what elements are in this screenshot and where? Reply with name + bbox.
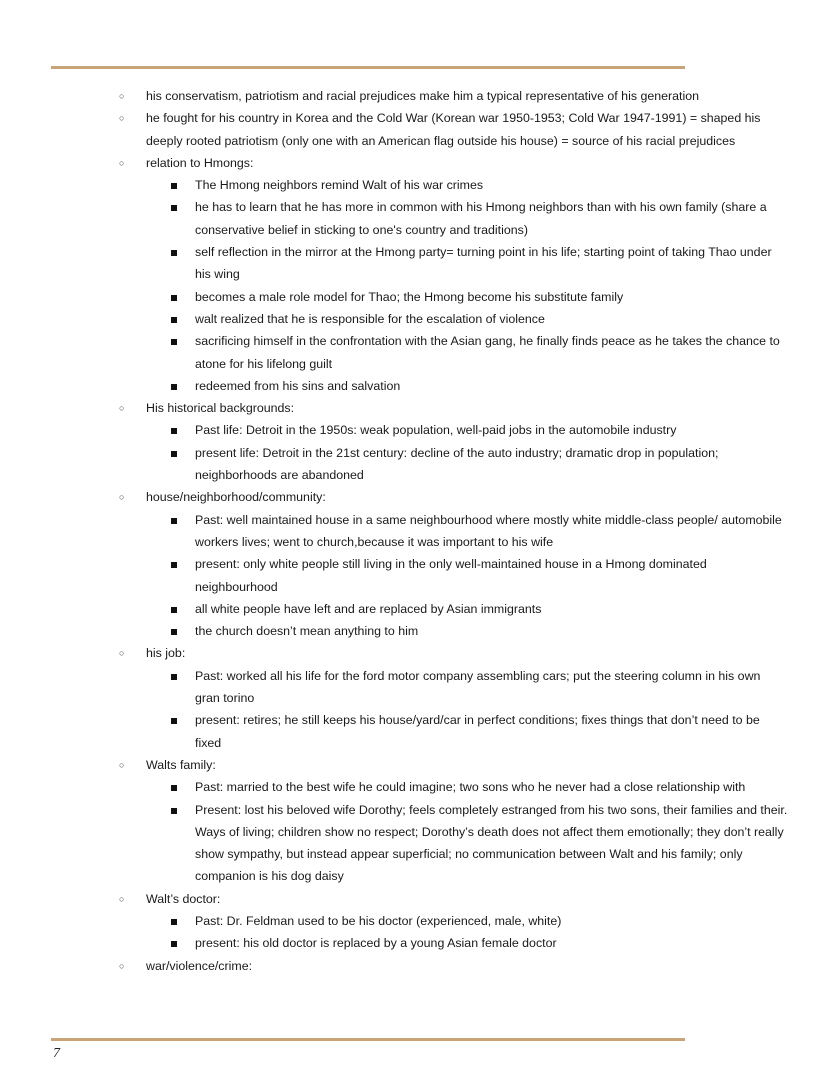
sub-list-item: The Hmong neighbors remind Walt of his war crimes: [0, 174, 828, 196]
list-item: ○ Walts family:: [0, 754, 828, 776]
list-item: ○ His historical backgrounds:: [0, 397, 828, 419]
sub-list-item: walt realized that he is responsible for the escalation of violence: [0, 308, 828, 330]
sub-list-item: Past: Dr. Feldman used to be his doctor (experienced, male, white): [0, 910, 828, 932]
sub-list-item: present: only white people still living in the only well-maintained house in a Hmong dominated neighbourhood: [0, 553, 828, 598]
sub-list-item: present life: Detroit in the 21st century: decline of the auto industry; dramatic drop in population; neighborhoods are abandoned: [0, 442, 828, 487]
sub-list-item: sacrificing himself in the confrontation with the Asian gang, he finally finds peace as he takes the chance to atone for his lifelong guilt: [0, 330, 828, 375]
sub-list-item: present: his old doctor is replaced by a young Asian female doctor: [0, 932, 828, 954]
sub-list-item: Past life: Detroit in the 1950s: weak population, well-paid jobs in the automobile industry: [0, 419, 828, 441]
list-item: ○ house/neighborhood/community:: [0, 486, 828, 508]
sub-list-item: Past: well maintained house in a same neighbourhood where mostly white middle-class people/ automobile workers lives; went to church,because it was important to his wife: [0, 509, 828, 554]
sub-list-item: present: retires; he still keeps his house/yard/car in perfect conditions; fixes things that don’t need to be fixed: [0, 709, 828, 754]
list-item: ○ his job:: [0, 642, 828, 664]
sub-list-item: Past: married to the best wife he could imagine; two sons who he never had a close relationship with: [0, 776, 828, 798]
list-item: ○ war/violence/crime:: [0, 955, 828, 977]
page-number: 7: [53, 1046, 60, 1061]
sub-list-item: Present: lost his beloved wife Dorothy; feels completely estranged from his two sons, their families and their. Ways of living; children show no respect; Dorothy’s death does not affect them emotionally; they don’t really show sympathy, but instead appear superficial; no communication between Walt and his family; only companion is his dog daisy: [0, 799, 828, 888]
sub-list-item: all white people have left and are replaced by Asian immigrants: [0, 598, 828, 620]
sub-list-item: the church doesn’t mean anything to him: [0, 620, 828, 642]
header-rule: [51, 66, 685, 69]
sub-list-item: self reflection in the mirror at the Hmong party= turning point in his life; starting point of taking Thao under his wing: [0, 241, 828, 286]
bullet-list: [0, 85, 828, 977]
list-item: ○ he fought for his country in Korea and the Cold War (Korean war 1950-1953; Cold War 1947-1991) = shaped his deeply rooted patriotism (only one with an American flag outside his house) = source of his racial prejudices: [0, 107, 828, 152]
sub-list-item: redeemed from his sins and salvation: [0, 375, 828, 397]
sub-list-item: Past: worked all his life for the ford motor company assembling cars; put the steering column in his own gran torino: [0, 665, 828, 710]
footer-rule: [51, 1038, 685, 1041]
sub-list-item: becomes a male role model for Thao; the Hmong become his substitute family: [0, 286, 828, 308]
list-item: ○ relation to Hmongs:: [0, 152, 828, 174]
list-item: ○ Walt’s doctor:: [0, 888, 828, 910]
list-item: ○ his conservatism, patriotism and racial prejudices make him a typical representative of his generation: [0, 85, 828, 107]
sub-list-item: he has to learn that he has more in common with his Hmong neighbors than with his own family (share a conservative belief in sticking to one's country and traditions): [0, 196, 828, 241]
